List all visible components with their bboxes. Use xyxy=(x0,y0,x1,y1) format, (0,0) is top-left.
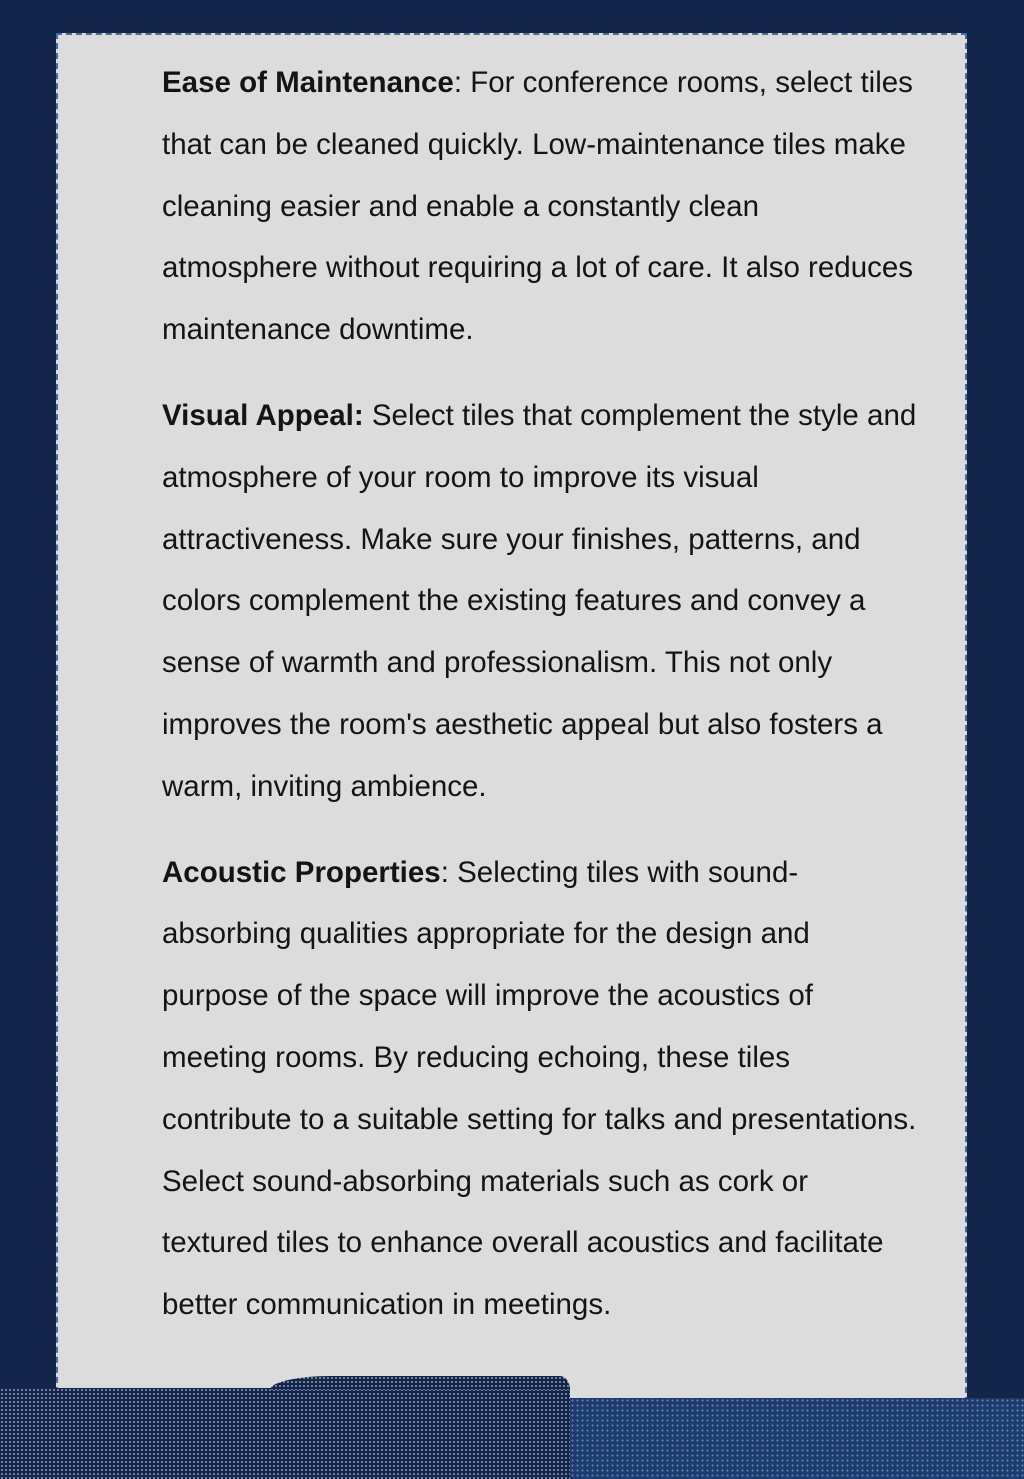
section-text: Selecting tiles with sound-absorbing qualities appropriate for the design and purpose of the space will improve the acoustics of meeting rooms. By reducing echoing, these tiles contribute to a suitable setting for talks and presentations. Select sound-absorbing materials such as cork or textured tiles to enhance overall acoustics and facilitate better communication in meetings. xyxy=(162,855,917,1322)
heading-separator xyxy=(364,399,372,432)
section-text: Select tiles that complement the style and atmosphere of your room to improve its visual attractiveness. Make sure your finishes, patterns, and colors complement the existing features and convey a sense of warmth and professionalism. This not only improves the room's aesthetic appeal but also fosters a warm, inviting ambience. xyxy=(162,398,917,803)
section-heading: Visual Appeal: xyxy=(162,398,364,432)
dotted-decoration-left xyxy=(0,1388,570,1479)
section-ease-of-maintenance xyxy=(162,52,922,361)
heading-separator: : xyxy=(453,66,471,99)
dotted-decoration-right xyxy=(570,1398,1024,1479)
section-acoustic-properties xyxy=(162,842,922,1336)
document-body xyxy=(162,52,922,1360)
section-visual-appeal xyxy=(162,385,922,818)
dotted-decoration-wave xyxy=(270,1376,570,1390)
section-text: For conference rooms, select tiles that can be cleaned quickly. Low-maintenance tiles make cleaning easier and enable a constantly clean atmosphere without requiring a lot of care. It also reduces maintenance downtime. xyxy=(162,66,914,347)
heading-separator: : xyxy=(440,855,458,889)
section-heading: Ease of Maintenance xyxy=(162,66,454,99)
section-heading: Acoustic Properties xyxy=(162,855,441,889)
